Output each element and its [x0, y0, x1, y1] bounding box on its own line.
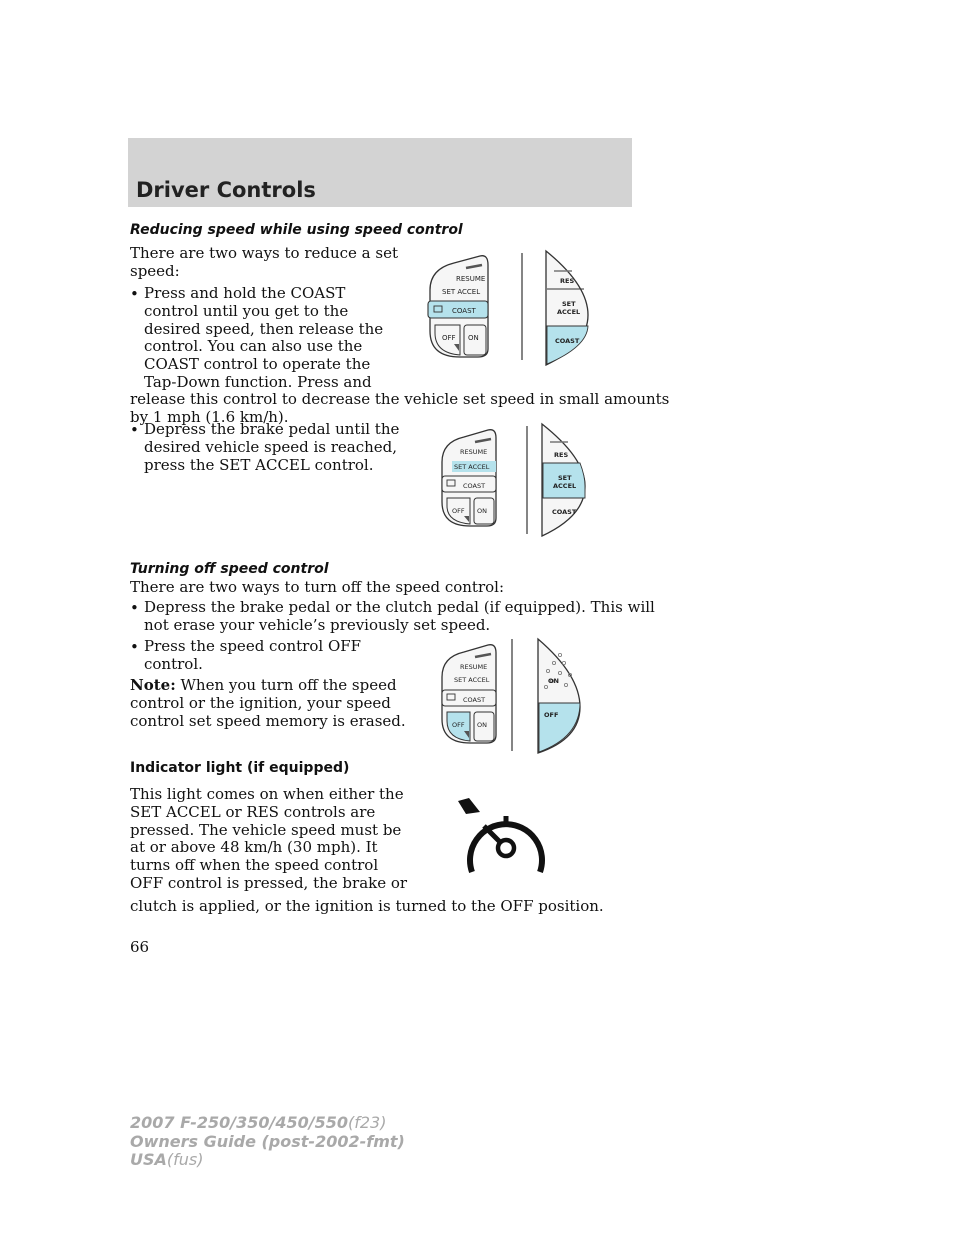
on-label: ON	[477, 721, 487, 729]
bullet-glyph: •	[130, 285, 139, 303]
figure-off-control	[430, 635, 600, 755]
bullet-glyph: •	[130, 421, 139, 439]
arrow-pointer-icon	[458, 798, 480, 814]
reducing-bullet-2: Depress the brake pedal until the desired vehicle speed is reached, press the SET ACCEL control.	[144, 420, 400, 474]
turning-off-note: Note: When you turn off the speed control or the ignition, your speed control set speed memory is erased.	[130, 676, 406, 730]
gauge-hub	[498, 840, 514, 856]
off-label: OFF	[452, 507, 465, 515]
set-accel-label: SET ACCEL	[442, 288, 481, 296]
coast-stalk-label: COAST	[555, 337, 580, 345]
off-label: OFF	[442, 334, 456, 342]
bullet-glyph: •	[130, 599, 139, 617]
reducing-bullet-1-cont: release this control to decrease the vehicle set speed in small amounts by 1 mph (1.6 km/h).	[130, 390, 670, 426]
on-label: ON	[477, 507, 487, 515]
bullet-glyph: •	[130, 638, 139, 656]
footer-model-code: (f23)	[348, 1113, 387, 1132]
reducing-intro: There are two ways to reduce a set speed:	[130, 244, 399, 280]
heading-turning-off: Turning off speed control	[130, 561, 329, 577]
set-accel-label: SET ACCEL	[454, 676, 490, 684]
res-label: RES	[554, 451, 569, 459]
coast-segment	[547, 326, 588, 364]
footer-model: 2007 F-250/350/450/550	[130, 1113, 348, 1132]
footer-market-code: (fus)	[166, 1150, 204, 1169]
resume-label: RESUME	[460, 663, 488, 671]
footer-guide: Owners Guide (post-2002-fmt)	[130, 1131, 405, 1151]
off-label: OFF	[452, 721, 465, 729]
off-stalk-label: OFF	[544, 711, 559, 719]
set-label: SET	[558, 474, 572, 482]
turning-off-bullet-1: Depress the brake pedal or the clutch pedal (if equipped). This will not erase your vehicle’s previously set speed.	[144, 598, 655, 634]
set-accel-label: SET ACCEL	[454, 463, 490, 471]
resume-label: RESUME	[456, 275, 486, 283]
reducing-bullet-1: Press and hold the COAST control until you get to the desired speed, then release the control. You can also use the COAST control to operate the Tap-Down function. Press and	[144, 284, 384, 391]
indicator-body: This light comes on when either the SET ACCEL or RES controls are pressed. The vehicle speed must be at or above 48 km/h (30 mph). It turns off when the speed control OFF control is pressed, the brake or	[130, 785, 408, 892]
note-label: Note:	[130, 676, 176, 694]
coast-label: COAST	[463, 482, 486, 490]
on-label: ON	[468, 334, 479, 342]
page-number: 66	[130, 938, 150, 956]
heading-indicator-light: Indicator light (if equipped)	[130, 760, 350, 776]
on-stalk-label: ON	[548, 677, 559, 685]
footer	[130, 1114, 405, 1170]
indicator-body-cont: clutch is applied, or the ignition is turned to the OFF position.	[130, 897, 604, 915]
figure-coast-control	[418, 245, 600, 370]
heading-reducing-speed: Reducing speed while using speed control	[130, 222, 463, 238]
turning-off-bullet-2: Press the speed control OFF control.	[144, 637, 362, 673]
figure-set-accel-control	[430, 420, 600, 538]
turning-off-intro: There are two ways to turn off the speed control:	[130, 578, 505, 596]
accel-label: ACCEL	[557, 308, 581, 316]
section-title: Driver Controls	[136, 178, 316, 202]
accel-label: ACCEL	[553, 482, 577, 490]
res-label: RES	[560, 277, 575, 285]
coast-label: COAST	[463, 696, 486, 704]
coast-stalk-label: COAST	[552, 508, 577, 516]
footer-market: USA	[130, 1150, 167, 1169]
resume-label: RESUME	[460, 448, 488, 456]
set-label: SET	[562, 300, 576, 308]
speed-control-indicator-icon	[458, 798, 554, 878]
coast-label: COAST	[452, 307, 476, 315]
